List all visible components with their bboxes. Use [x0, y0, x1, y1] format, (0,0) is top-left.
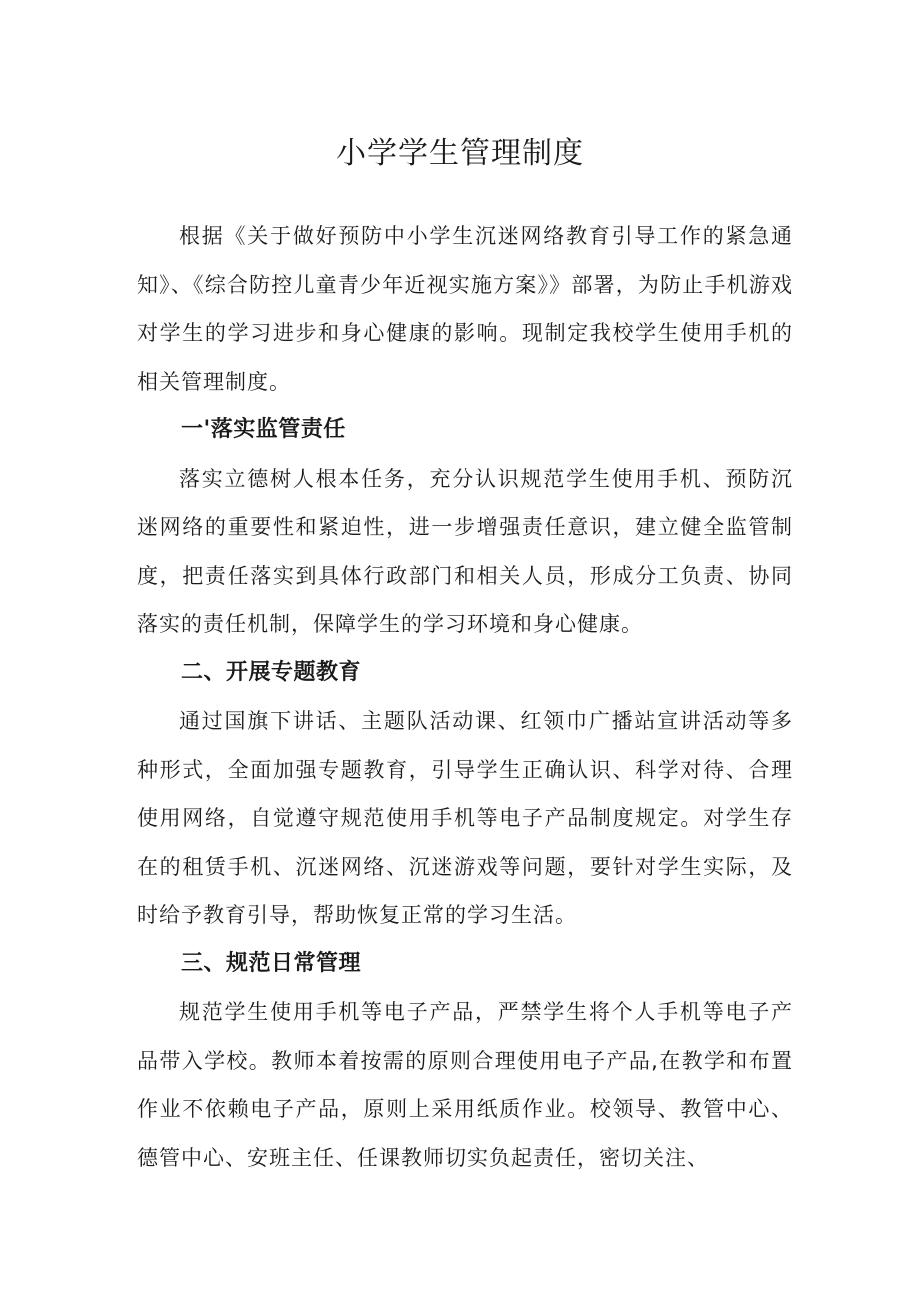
document-title: 小学学生管理制度 [336, 136, 584, 171]
section-heading-3: 三、规范日常管理 [181, 950, 362, 976]
section-heading-1: 一'落实监管责任 [181, 417, 346, 442]
section-body-1: 落实立德树人根本任务，充分认识规范学生使用手机、预防沉迷网络的重要性和紧迫性，进一步增强责任意识，建立健全监管制度，把责任落实到具体行政部门和相关人员，形成分工负责、协同落实的责任机制，保障学生的学习环境和身心健康。 [137, 466, 793, 636]
section-body-2: 通过国旗下讲话、主题队活动课、红领巾广播站宣讲活动等多种形式，全面加强专题教育，引导学生正确认识、科学对待、合理使用网络，自觉遵守规范使用手机等电子产品制度规定。对学生存在的租赁手机、沉迷网络、沉迷游戏等问题，要针对学生实际，及时给予教育引导，帮助恢复正常的学习生活。 [137, 709, 793, 927]
document-body [137, 212, 793, 1182]
section-heading-2: 二、开展专题教育 [181, 659, 362, 685]
section-body-3: 规范学生使用手机等电子产品，严禁学生将个人手机等电子产品带入学校。教师本着按需的原则合理使用电子产品,在教学和布置作业不依赖电子产品，原则上采用纸质作业。校领导、教管中心、德管中心、安班主任、任课教师切实负起责任，密切关注、 [137, 1000, 793, 1170]
intro-paragraph: 根据《关于做好预防中小学生沉迷网络教育引导工作的紧急通知》、《综合防控儿童青少年近视实施方案》》部署，为防止手机游戏对学生的学习进步和身心健康的影响。现制定我校学生使用手机的相关管理制度。 [137, 224, 793, 394]
